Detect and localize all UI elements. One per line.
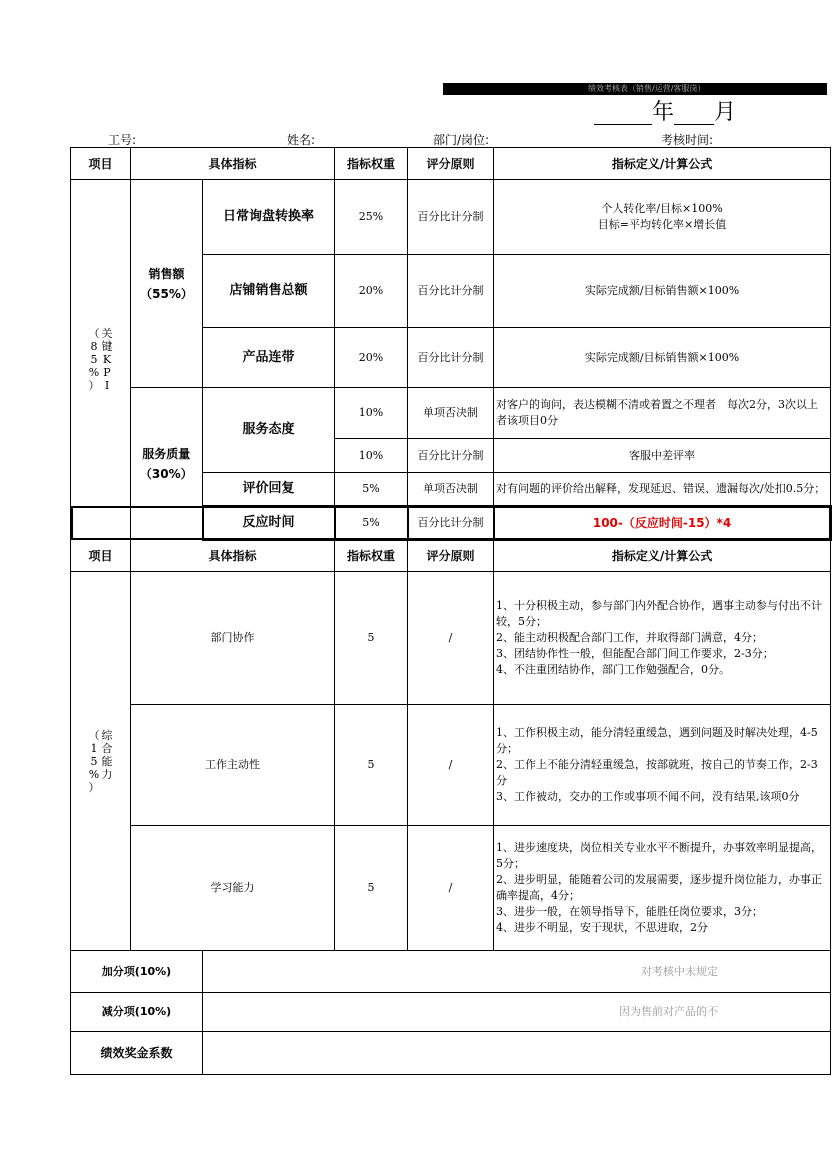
indicator-rule: 百分比计分制: [408, 180, 494, 255]
deduct-label: 减分项(10%): [71, 993, 203, 1032]
period-label: 考核时间:: [661, 133, 714, 147]
table-row: [71, 826, 831, 951]
indicator-rule: 百分比计分制: [408, 328, 494, 388]
indicator-name: 学习能力: [131, 826, 335, 951]
indicator-definition: 实际完成额/目标销售额×100%: [494, 328, 831, 388]
indicator-definition: 1、十分积极主动，参与部门内外配合协作，遇事主动参与付出不计较，5分； 2、能主动积极配合部门工作，并取得部门满意，4分； 3、团结协作性一般，但能配合部门间工作要求，2-3分； 4、不注重团结协作，部门工作勉强配合，0分。: [494, 572, 831, 705]
table-header-row: [71, 148, 831, 180]
employee-id-label: 工号:: [108, 133, 137, 147]
col-indicator: 具体指标: [131, 540, 335, 572]
indicator-definition: 对有问题的评价给出解释，发现延迟、错误、遗漏每次/处扣0.5分；: [494, 473, 831, 506]
title-month: 月: [714, 100, 737, 125]
indicator-rule: 百分比计分制: [408, 255, 494, 328]
dept-label: 部门/岗位:: [433, 133, 490, 147]
indicator-name: 日常询盘转换率: [203, 180, 335, 255]
indicator-definition: 对客户的询问，表达模糊不清或着置之不理者 每次2分，3次以上者该项目0分: [494, 388, 831, 439]
col-item: 项目: [71, 148, 131, 180]
col-definition: 指标定义/计算公式: [494, 540, 831, 572]
sales-group: 销售额 （55%）: [131, 180, 203, 388]
indicator-definition: 100-（反应时间-15）*4: [494, 506, 831, 540]
indicator-rule: 百分比计分制: [408, 439, 494, 473]
assessment-table: [70, 147, 832, 1075]
indicator-rule: 单项否决制: [408, 388, 494, 439]
indicator-weight: 5: [335, 572, 408, 705]
kpi-category: （ 8 5 % ） 关 键 K P I: [71, 180, 131, 540]
col-rule: 评分原则: [408, 148, 494, 180]
deduct-row: [71, 993, 831, 1032]
col-item: 项目: [71, 540, 131, 572]
title-year: 年: [652, 100, 675, 125]
coef-label: 绩效奖金系数: [71, 1032, 203, 1075]
indicator-name: 反应时间: [203, 506, 335, 540]
indicator-weight: 20%: [335, 255, 408, 328]
indicator-rule: /: [408, 826, 494, 951]
indicator-name: 部门协作: [131, 572, 335, 705]
indicator-weight: 5%: [335, 506, 408, 540]
indicator-weight: 10%: [335, 439, 408, 473]
indicator-weight: 10%: [335, 388, 408, 439]
indicator-name: 服务态度: [203, 388, 335, 473]
ability-category: （ 1 5 % ） 综 合 能 力: [71, 572, 131, 951]
indicator-definition: 客服中差评率: [494, 439, 831, 473]
table-row: [71, 180, 831, 255]
name-label: 姓名:: [287, 133, 316, 147]
col-weight: 指标权重: [335, 148, 408, 180]
col-weight: 指标权重: [335, 540, 408, 572]
bonus-row: [71, 951, 831, 993]
indicator-definition: 实际完成额/目标销售额×100%: [494, 255, 831, 328]
col-definition: 指标定义/计算公式: [494, 148, 831, 180]
indicator-definition: 1、进步速度块，岗位相关专业水平不断提升，办事效率明显提高，5分； 2、进步明显，能随着公司的发展需要，逐步提升岗位能力，办事正确率提高，4分； 3、进步一般，在领导指导下，能胜任岗位要求，3分； 4、进步不明显，安于现状，不思进取，2分: [494, 826, 831, 951]
indicator-rule: /: [408, 705, 494, 826]
coef-value[interactable]: [203, 1032, 831, 1075]
indicator-rule: /: [408, 572, 494, 705]
indicator-weight: 5: [335, 705, 408, 826]
indicator-weight: 20%: [335, 328, 408, 388]
deduct-text[interactable]: 因为售前对产品的不: [203, 993, 831, 1032]
coef-row: [71, 1032, 831, 1075]
table-row: [71, 705, 831, 826]
bonus-text[interactable]: 对考核中未规定: [203, 951, 831, 993]
indicator-definition: 1、工作积极主动，能分清轻重缓急，遇到问题及时解决处理，4-5分； 2、工作上不能分清轻重缓急，按部就班，按自己的节奏工作，2-3分 3、工作被动，交办的工作或事项不闻不问，没有结果,该项0分: [494, 705, 831, 826]
col-rule: 评分原则: [408, 540, 494, 572]
indicator-weight: 25%: [335, 180, 408, 255]
indicator-name: 工作主动性: [131, 705, 335, 826]
indicator-name: 店铺销售总额: [203, 255, 335, 328]
indicator-weight: 5: [335, 826, 408, 951]
bonus-label: 加分项(10%): [71, 951, 203, 993]
banner-text: 绩效考核表（销售/运营/客服岗）: [588, 84, 706, 93]
service-group: 服务质量 （30%）: [131, 388, 203, 540]
indicator-name: 产品连带: [203, 328, 335, 388]
indicator-name: 评价回复: [203, 473, 335, 506]
indicator-weight: 5%: [335, 473, 408, 506]
col-indicator: 具体指标: [131, 148, 335, 180]
indicator-definition: 个人转化率/目标×100% 目标=平均转化率×增长值: [494, 180, 831, 255]
table-header-row: [71, 540, 831, 572]
table-row: [71, 572, 831, 705]
indicator-rule: 百分比计分制: [408, 506, 494, 540]
indicator-rule: 单项否决制: [408, 473, 494, 506]
table-row: [71, 388, 831, 439]
